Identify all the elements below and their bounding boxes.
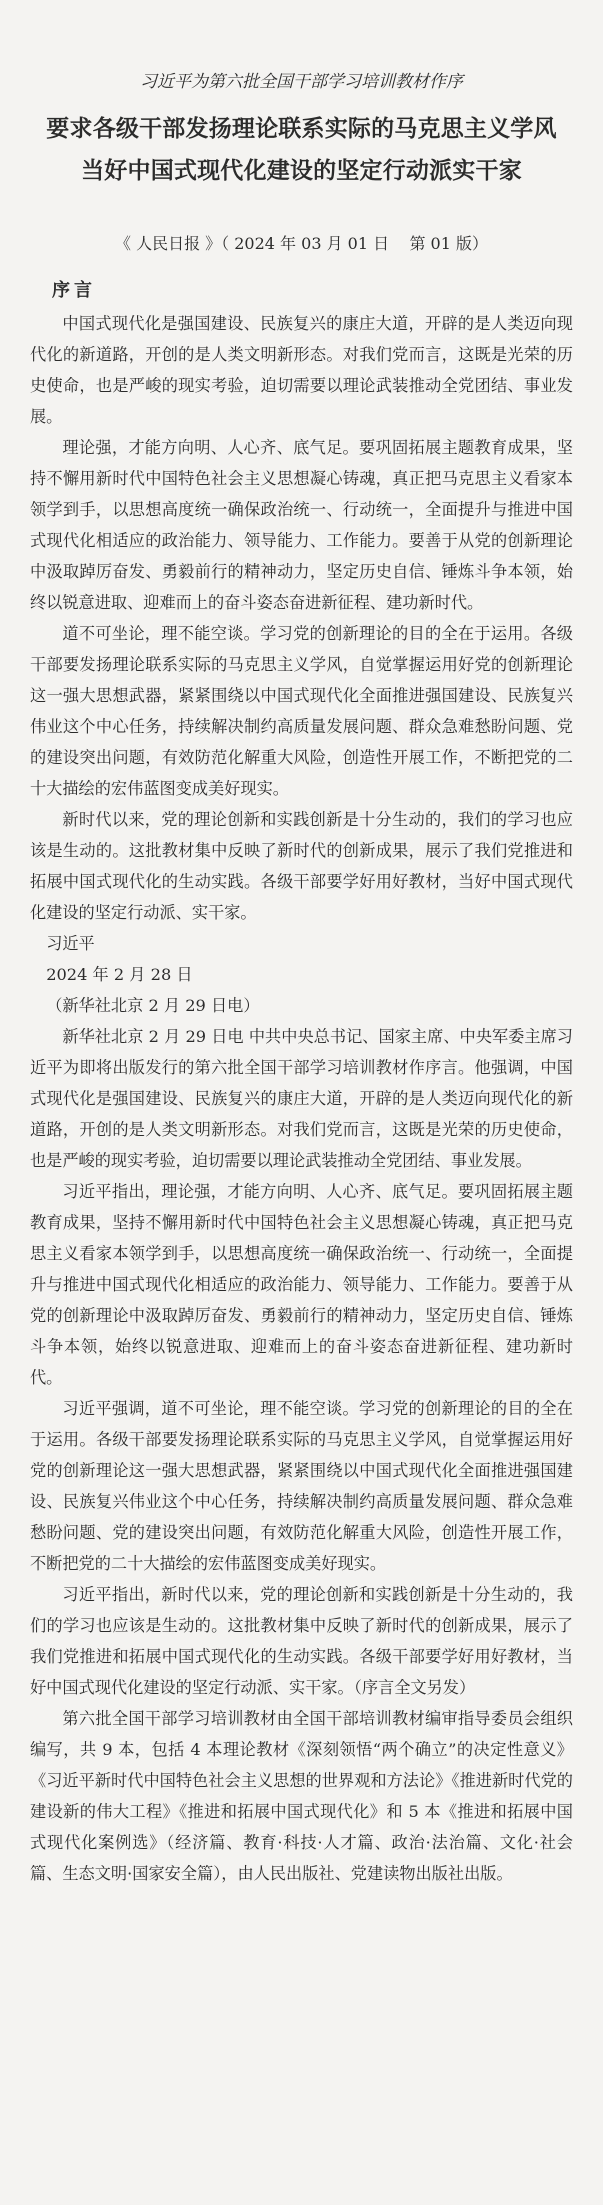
signature-date: 2024 年 2 月 28 日 [46,965,193,984]
title-line-1: 要求各级干部发扬理论联系实际的马克思主义学风 [46,115,557,142]
news-paragraph: 新华社北京 2 月 29 日电 中共中央总书记、国家主席、中央军委主席习近平为即将出版发行的第六批全国干部学习培训教材作序言。他强调，中国式现代化是强国建设、民族复兴的康庄大道，开辟的是人类迈向现代化的新道路，开创的是人类文明新形态。对我们党而言，这既是光荣的历史使命，也是严峻的现实考验，迫切需要以理论武装推动全党团结、事业发展。 [30,1027,573,1170]
preface-paragraph: 理论强，才能方向明、人心齐、底气足。要巩固拓展主题教育成果，坚持不懈用新时代中国特色社会主义思想凝心铸魂，真正把马克思主义看家本领学到手，以思想高度统一确保政治统一、行动统一，全面提升与推进中国式现代化相适应的政治能力、领导能力、工作能力。要善于从党的创新理论中汲取踔厉奋发、勇毅前行的精神动力，坚定历史自信、锤炼斗争本领，始终以锐意进取、迎难而上的奋斗姿态奋进新征程、建功新时代。 [30,438,573,612]
news-paragraph: 习近平强调，道不可坐论，理不能空谈。学习党的创新理论的目的全在于运用。各级干部要发扬理论联系实际的马克思主义学风，自觉掌握运用好党的创新理论这一强大思想武器，紧紧围绕以中国式现代化全面推进强国建设、民族复兴伟业这个中心任务，持续解决制约高质量发展问题、群众急难愁盼问题、党的建设突出问题，有效防范化解重大风险，创造性开展工作，不断把党的二十大描绘的宏伟蓝图变成美好现实。 [30,1399,573,1573]
preface-paragraph: 道不可坐论，理不能空谈。学习党的创新理论的目的全在于运用。各级干部要发扬理论联系实际的马克思主义学风，自觉掌握运用好党的创新理论这一强大思想武器，紧紧围绕以中国式现代化全面推进强国建设、民族复兴伟业这个中心任务，持续解决制约高质量发展问题、群众急难愁盼问题、党的建设突出问题，有效防范化解重大风险，创造性开展工作，不断把党的二十大描绘的宏伟蓝图变成美好现实。 [30,624,573,798]
news-body [30,1021,573,1889]
signature: 习近平 [46,934,95,953]
dateline: （新华社北京 2 月 29 日电） [46,996,260,1015]
preface-body [30,308,573,928]
news-paragraph: 习近平指出，新时代以来，党的理论创新和实践创新是十分生动的，我们的学习也应该是生动的。这批教材集中反映了新时代的创新成果，展示了我们党推进和拓展中国式现代化的生动实践。各级干部要学好用好教材，当好中国式现代化建设的坚定行动派、实干家。（序言全文另发） [30,1585,573,1697]
article-title [30,108,573,192]
preface-paragraph: 新时代以来，党的理论创新和实践创新是十分生动的，我们的学习也应该是生动的。这批教材集中反映了新时代的创新成果，展示了我们党推进和拓展中国式现代化的生动实践。各级干部要学好用好教材，当好中国式现代化建设的坚定行动派、实干家。 [30,810,573,922]
article-kicker: 习近平为第六批全国干部学习培训教材作序 [140,72,463,92]
section-heading: 序言 [52,280,96,301]
news-paragraph: 第六批全国干部学习培训教材由全国干部培训教材编审指导委员会组织编写，共 9 本，包括 4 本理论教材《深刻领悟“两个确立”的决定性意义》《习近平新时代中国特色社会主义思想的世界观和方法论》《推进新时代党的建设新的伟大工程》《推进和拓展中国式现代化》和 5 本《推进和拓展中国式现代化案例选》（经济篇、教育·科技·人才篇、政治·法治篇、文化·社会篇、生态文明·国家安全篇），由人民出版社、党建读物出版社出版。 [30,1709,573,1883]
article-source: 《 人民日报 》（ 2024 年 03 月 01 日 第 01 版） [114,234,488,253]
title-line-2: 当好中国式现代化建设的坚定行动派实干家 [81,157,522,184]
preface-paragraph: 中国式现代化是强国建设、民族复兴的康庄大道，开辟的是人类迈向现代化的新道路，开创的是人类文明新形态。对我们党而言，这既是光荣的历史使命，也是严峻的现实考验，迫切需要以理论武装推动全党团结、事业发展。 [30,314,573,426]
news-paragraph: 习近平指出，理论强，才能方向明、人心齐、底气足。要巩固拓展主题教育成果，坚持不懈用新时代中国特色社会主义思想凝心铸魂，真正把马克思主义看家本领学到手，以思想高度统一确保政治统一、行动统一，全面提升与推进中国式现代化相适应的政治能力、领导能力、工作能力。要善于从党的创新理论中汲取踔厉奋发、勇毅前行的精神动力，坚定历史自信、锤炼斗争本领，始终以锐意进取、迎难而上的奋斗姿态奋进新征程、建功新时代。 [30,1182,573,1387]
